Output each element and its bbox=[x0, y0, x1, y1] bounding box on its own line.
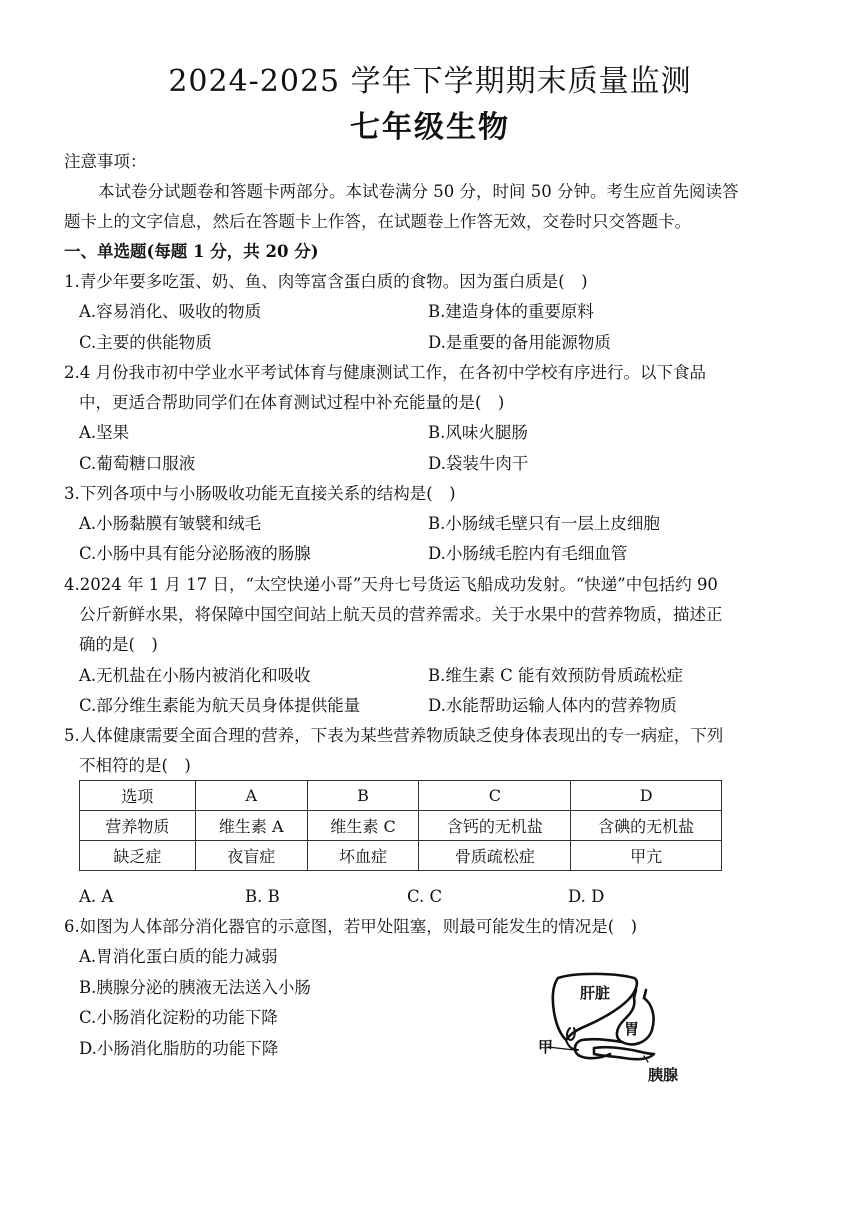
q3-option-a: A.小肠黏膜有皱襞和绒毛 bbox=[79, 514, 262, 533]
table-cell: D bbox=[571, 781, 722, 811]
q2-option-b: B.风味火腿肠 bbox=[428, 423, 528, 442]
q5-option-c: C. C bbox=[407, 887, 443, 906]
q5-stem-2: 不相符的是( ) bbox=[79, 756, 191, 775]
table-cell: 甲亢 bbox=[571, 841, 722, 871]
table-row bbox=[80, 781, 722, 811]
q3-stem: 3.下列各项中与小肠吸收功能无直接关系的结构是( ) bbox=[64, 484, 456, 503]
q2-stem-1: 2.4 月份我市初中学业水平考试体育与健康测试工作，在各初中学校有序进行。以下食品 bbox=[64, 363, 706, 382]
q2-option-a: A.坚果 bbox=[79, 423, 130, 442]
q1-option-b: B.建造身体的重要原料 bbox=[428, 302, 594, 321]
digestive-organs-figure bbox=[536, 968, 686, 1086]
table-cell: 夜盲症 bbox=[195, 841, 307, 871]
notice-label: 注意事项： bbox=[64, 152, 147, 171]
table-cell: 骨质疏松症 bbox=[419, 841, 571, 871]
q3-option-d: D.小肠绒毛腔内有毛细血管 bbox=[428, 544, 628, 563]
q6-option-a: A.胃消化蛋白质的能力减弱 bbox=[79, 947, 278, 966]
q4-option-b: B.维生素 C 能有效预防骨质疏松症 bbox=[428, 666, 683, 685]
table-cell: 维生素 A bbox=[195, 811, 307, 841]
q3-option-b: B.小肠绒毛壁只有一层上皮细胞 bbox=[428, 514, 660, 533]
q1-option-c: C.主要的供能物质 bbox=[79, 333, 212, 352]
q4-option-d: D.水能帮助运输人体内的营养物质 bbox=[428, 696, 677, 715]
q3-option-c: C.小肠中具有能分泌肠液的肠腺 bbox=[79, 544, 311, 563]
q4-option-a: A.无机盐在小肠内被消化和吸收 bbox=[79, 666, 311, 685]
q2-stem-2: 中，更适合帮助同学们在体育测试过程中补充能量的是( ) bbox=[79, 393, 505, 412]
liver-label: 肝脏 bbox=[580, 984, 611, 1002]
q1-option-d: D.是重要的备用能源物质 bbox=[428, 333, 611, 352]
q6-stem: 6.如图为人体部分消化器官的示意图，若甲处阻塞，则最可能发生的情况是( ) bbox=[64, 917, 638, 936]
notice-line-1: 本试卷分试题卷和答题卡两部分。本试卷满分 50 分，时间 50 分钟。考生应首先阅读答 bbox=[98, 182, 739, 201]
table-cell: 选项 bbox=[80, 781, 196, 811]
q4-stem-1: 4.2024 年 1 月 17 日，“太空快递小哥”天舟七号货运飞船成功发射。“快递”中包括约 90 bbox=[64, 575, 718, 594]
q5-stem-1: 5.人体健康需要全面合理的营养，下表为某些营养物质缺乏使身体表现出的专一病症，下列 bbox=[64, 726, 724, 745]
table-cell: 含碘的无机盐 bbox=[571, 811, 722, 841]
q6-option-b: B.胰腺分泌的胰液无法送入小肠 bbox=[79, 978, 311, 997]
q5-option-b: B. B bbox=[245, 887, 280, 906]
table-cell: A bbox=[195, 781, 307, 811]
table-cell: 维生素 C bbox=[307, 811, 419, 841]
table-cell: C bbox=[419, 781, 571, 811]
table-row bbox=[80, 841, 722, 871]
q1-stem: 1.青少年要多吃蛋、奶、鱼、肉等富含蛋白质的食物。因为蛋白质是( ) bbox=[64, 272, 588, 291]
q4-option-c: C.部分维生素能为航天员身体提供能量 bbox=[79, 696, 361, 715]
q2-option-d: D.袋装牛肉干 bbox=[428, 454, 529, 473]
section-title: 一、单选题(每题 1 分，共 20 分) bbox=[64, 242, 319, 261]
table-row bbox=[80, 811, 722, 841]
q2-option-c: C.葡萄糖口服液 bbox=[79, 454, 196, 473]
q6-option-d: D.小肠消化脂肪的功能下降 bbox=[79, 1039, 279, 1058]
jia-label: 甲 bbox=[538, 1038, 554, 1056]
table-cell: 坏血症 bbox=[307, 841, 419, 871]
pancreas-label: 胰腺 bbox=[648, 1066, 679, 1084]
table-cell: 缺乏症 bbox=[80, 841, 196, 871]
exam-subject: 七年级生物 bbox=[350, 110, 510, 145]
table-cell: 营养物质 bbox=[80, 811, 196, 841]
notice-line-2: 题卡上的文字信息，然后在答题卡上作答，在试题卷上作答无效，交卷时只交答题卡。 bbox=[64, 212, 691, 231]
stomach-label: 胃 bbox=[624, 1020, 640, 1038]
q6-option-c: C.小肠消化淀粉的功能下降 bbox=[79, 1008, 278, 1027]
q5-option-a: A. A bbox=[79, 887, 114, 906]
table-cell: B bbox=[307, 781, 419, 811]
table-cell: 含钙的无机盐 bbox=[419, 811, 571, 841]
nutrient-table bbox=[79, 780, 722, 871]
exam-title: 2024-2025 学年下学期期末质量监测 bbox=[168, 64, 692, 99]
q5-option-d: D. D bbox=[568, 887, 605, 906]
q4-stem-2: 公斤新鲜水果，将保障中国空间站上航天员的营养需求。关于水果中的营养物质，描述正 bbox=[79, 605, 723, 624]
q1-option-a: A.容易消化、吸收的物质 bbox=[79, 302, 262, 321]
q4-stem-3: 确的是( ) bbox=[79, 635, 158, 654]
